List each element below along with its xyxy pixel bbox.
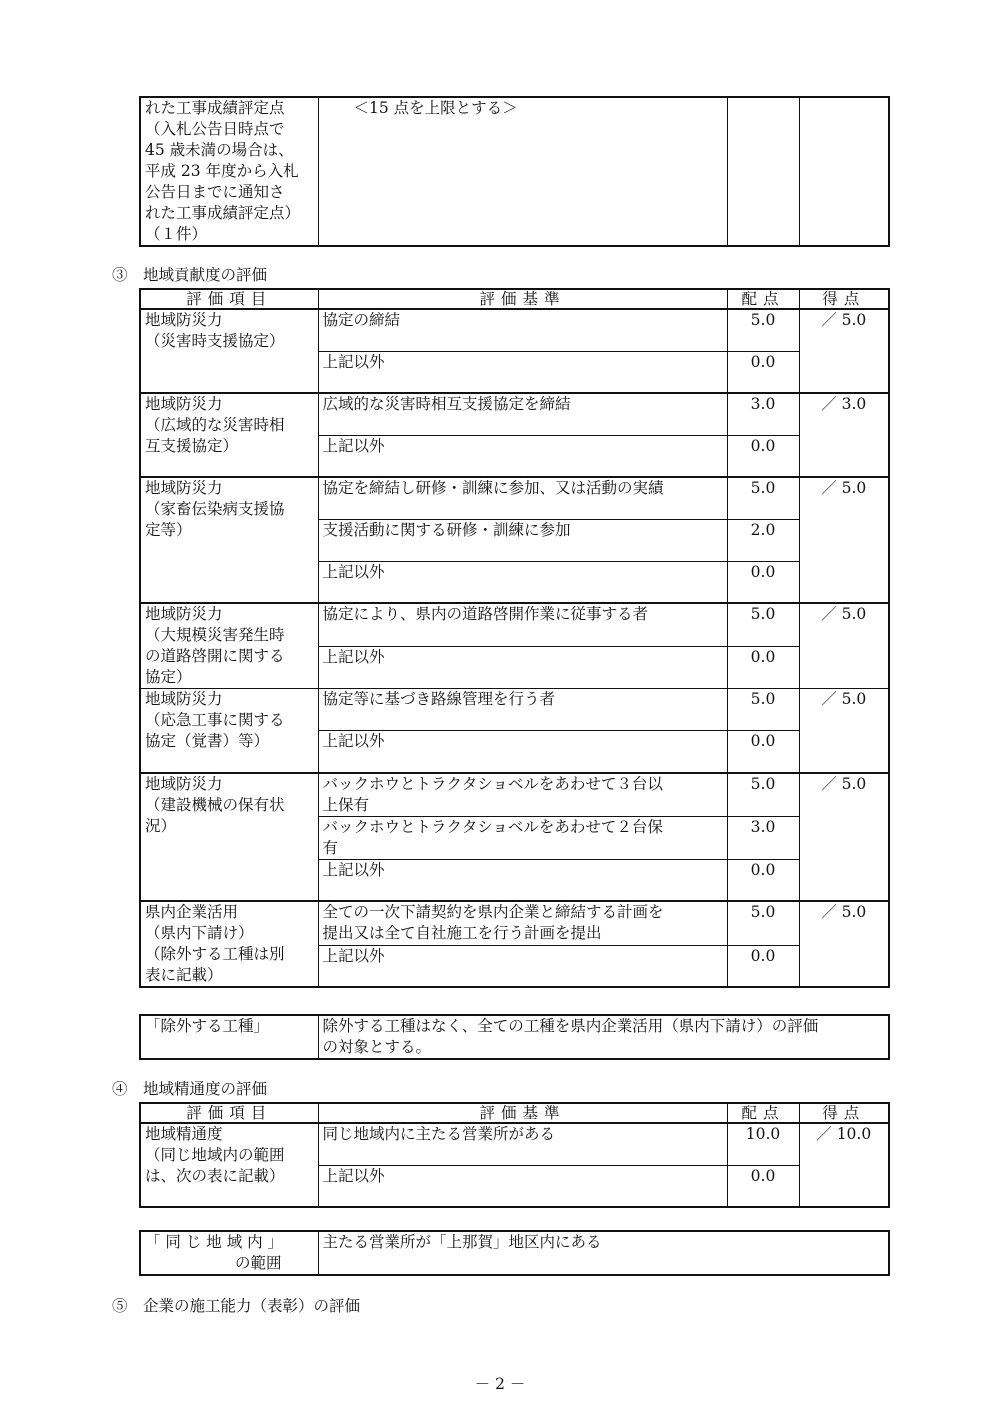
points-cell: 0.0 — [727, 1165, 799, 1207]
item-cell: 地域防災力 （応急工事に関する 協定（覚書）等） — [140, 689, 318, 773]
score-cell: ／ 3.0 — [799, 393, 889, 477]
exclusion-table — [139, 1014, 890, 1060]
points-cell — [727, 97, 799, 246]
score-cell — [799, 97, 889, 246]
item-cell: れた工事成績評定点 （入札公告日時点で 45 歳未満の場合は、 平成 23 年度から入札 公告日までに通知さ れた工事成績評定点） （１件） — [140, 97, 318, 246]
points-cell: 5.0 — [727, 477, 799, 519]
points-cell: 3.0 — [727, 393, 799, 435]
regional-contribution-table — [139, 288, 890, 988]
header-criteria: 評価基準 — [318, 289, 727, 309]
criteria-cell: 上記以外 — [318, 435, 727, 477]
header-score: 得点 — [799, 1103, 889, 1123]
criteria-cell: バックホウとトラクタショベルをあわせて３台以 上保有 — [318, 773, 727, 817]
exclusion-text: 除外する工種はなく、全ての工種を県内企業活用（県内下請け）の評価 の対象とする。 — [318, 1015, 889, 1059]
region-label: 「 同 じ 地 域 内 」 の範囲 — [140, 1231, 318, 1275]
criteria-cell: 全ての一次下請契約を県内企業と締結する計画を 提出又は全て自社施工を行う計画を提出 — [318, 901, 727, 946]
points-cell: 2.0 — [727, 519, 799, 561]
score-cell: ／ 5.0 — [799, 689, 889, 773]
item-cell: 地域防災力 （建設機械の保有状 況） — [140, 773, 318, 902]
score-cell: ／ 5.0 — [799, 309, 889, 393]
points-cell: 0.0 — [727, 561, 799, 603]
regional-familiarity-table — [139, 1102, 890, 1208]
item-cell: 地域防災力 （家畜伝染病支援協 定等） — [140, 477, 318, 603]
points-cell: 0.0 — [727, 731, 799, 773]
item-cell: 地域防災力 （災害時支援協定） — [140, 309, 318, 393]
points-cell: 5.0 — [727, 773, 799, 817]
section5-heading: ⑤ 企業の施工能力（表彰）の評価 — [112, 1297, 361, 1315]
points-cell: 0.0 — [727, 435, 799, 477]
score-cell: ／ 5.0 — [799, 773, 889, 902]
table-row — [140, 773, 889, 817]
criteria-cell: 上記以外 — [318, 646, 727, 688]
criteria-cell: 協定等に基づき路線管理を行う者 — [318, 689, 727, 731]
points-cell: 0.0 — [727, 859, 799, 901]
header-points: 配点 — [727, 289, 799, 309]
region-text: 主たる営業所が「上那賀」地区内にある — [318, 1231, 889, 1275]
score-cell: ／ 10.0 — [799, 1123, 889, 1207]
points-cell: 0.0 — [727, 646, 799, 688]
page-number: － 2 － — [474, 1375, 526, 1393]
table-row — [140, 309, 889, 351]
section4-heading: ④ 地域精通度の評価 — [112, 1080, 268, 1098]
criteria-cell: 支援活動に関する研修・訓練に参加 — [318, 519, 727, 561]
criteria-cell: 上記以外 — [318, 1165, 727, 1207]
item-cell: 地域精通度 （同じ地域内の範囲 は、次の表に記載） — [140, 1123, 318, 1207]
table-row — [140, 901, 889, 946]
criteria-cell: ＜15 点を上限とする＞ — [318, 97, 727, 246]
criteria-cell: 上記以外 — [318, 946, 727, 987]
criteria-cell: 上記以外 — [318, 731, 727, 773]
points-cell: 5.0 — [727, 901, 799, 946]
header-item: 評価項目 — [140, 1103, 318, 1123]
points-cell: 3.0 — [727, 816, 799, 859]
item-cell: 地域防災力 （大規模災害発生時 の道路啓開に関する 協定） — [140, 603, 318, 689]
exclusion-label: 「除外する工種」 — [140, 1015, 318, 1059]
points-cell: 5.0 — [727, 603, 799, 646]
points-cell: 5.0 — [727, 689, 799, 731]
table-row — [140, 603, 889, 646]
header-score: 得点 — [799, 289, 889, 309]
table-row — [140, 393, 889, 435]
top-continuation-table — [139, 96, 890, 247]
points-cell: 5.0 — [727, 309, 799, 351]
criteria-cell: 上記以外 — [318, 351, 727, 393]
header-criteria: 評価基準 — [318, 1103, 727, 1123]
criteria-cell: 協定により、県内の道路啓開作業に従事する者 — [318, 603, 727, 646]
criteria-cell: 協定を締結し研修・訓練に参加、又は活動の実績 — [318, 477, 727, 519]
points-cell: 10.0 — [727, 1123, 799, 1165]
table-header — [140, 289, 889, 309]
points-cell: 0.0 — [727, 351, 799, 393]
table-row — [140, 1123, 889, 1165]
item-cell: 地域防災力 （広域的な災害時相 互支援協定） — [140, 393, 318, 477]
criteria-cell: 広域的な災害時相互支援協定を締結 — [318, 393, 727, 435]
region-table — [139, 1230, 890, 1276]
item-cell: 県内企業活用 （県内下請け） （除外する工種は別 表に記載） — [140, 901, 318, 987]
points-cell: 0.0 — [727, 946, 799, 987]
table-header — [140, 1103, 889, 1123]
section3-heading: ③ 地域貢献度の評価 — [112, 266, 268, 284]
score-cell: ／ 5.0 — [799, 901, 889, 987]
criteria-cell: 上記以外 — [318, 561, 727, 603]
table-row — [140, 477, 889, 519]
criteria-cell: 同じ地域内に主たる営業所がある — [318, 1123, 727, 1165]
table-row — [140, 689, 889, 731]
score-cell: ／ 5.0 — [799, 603, 889, 689]
header-points: 配点 — [727, 1103, 799, 1123]
criteria-cell: バックホウとトラクタショベルをあわせて２台保 有 — [318, 816, 727, 859]
criteria-cell: 上記以外 — [318, 859, 727, 901]
score-cell: ／ 5.0 — [799, 477, 889, 603]
criteria-cell: 協定の締結 — [318, 309, 727, 351]
header-item: 評価項目 — [140, 289, 318, 309]
